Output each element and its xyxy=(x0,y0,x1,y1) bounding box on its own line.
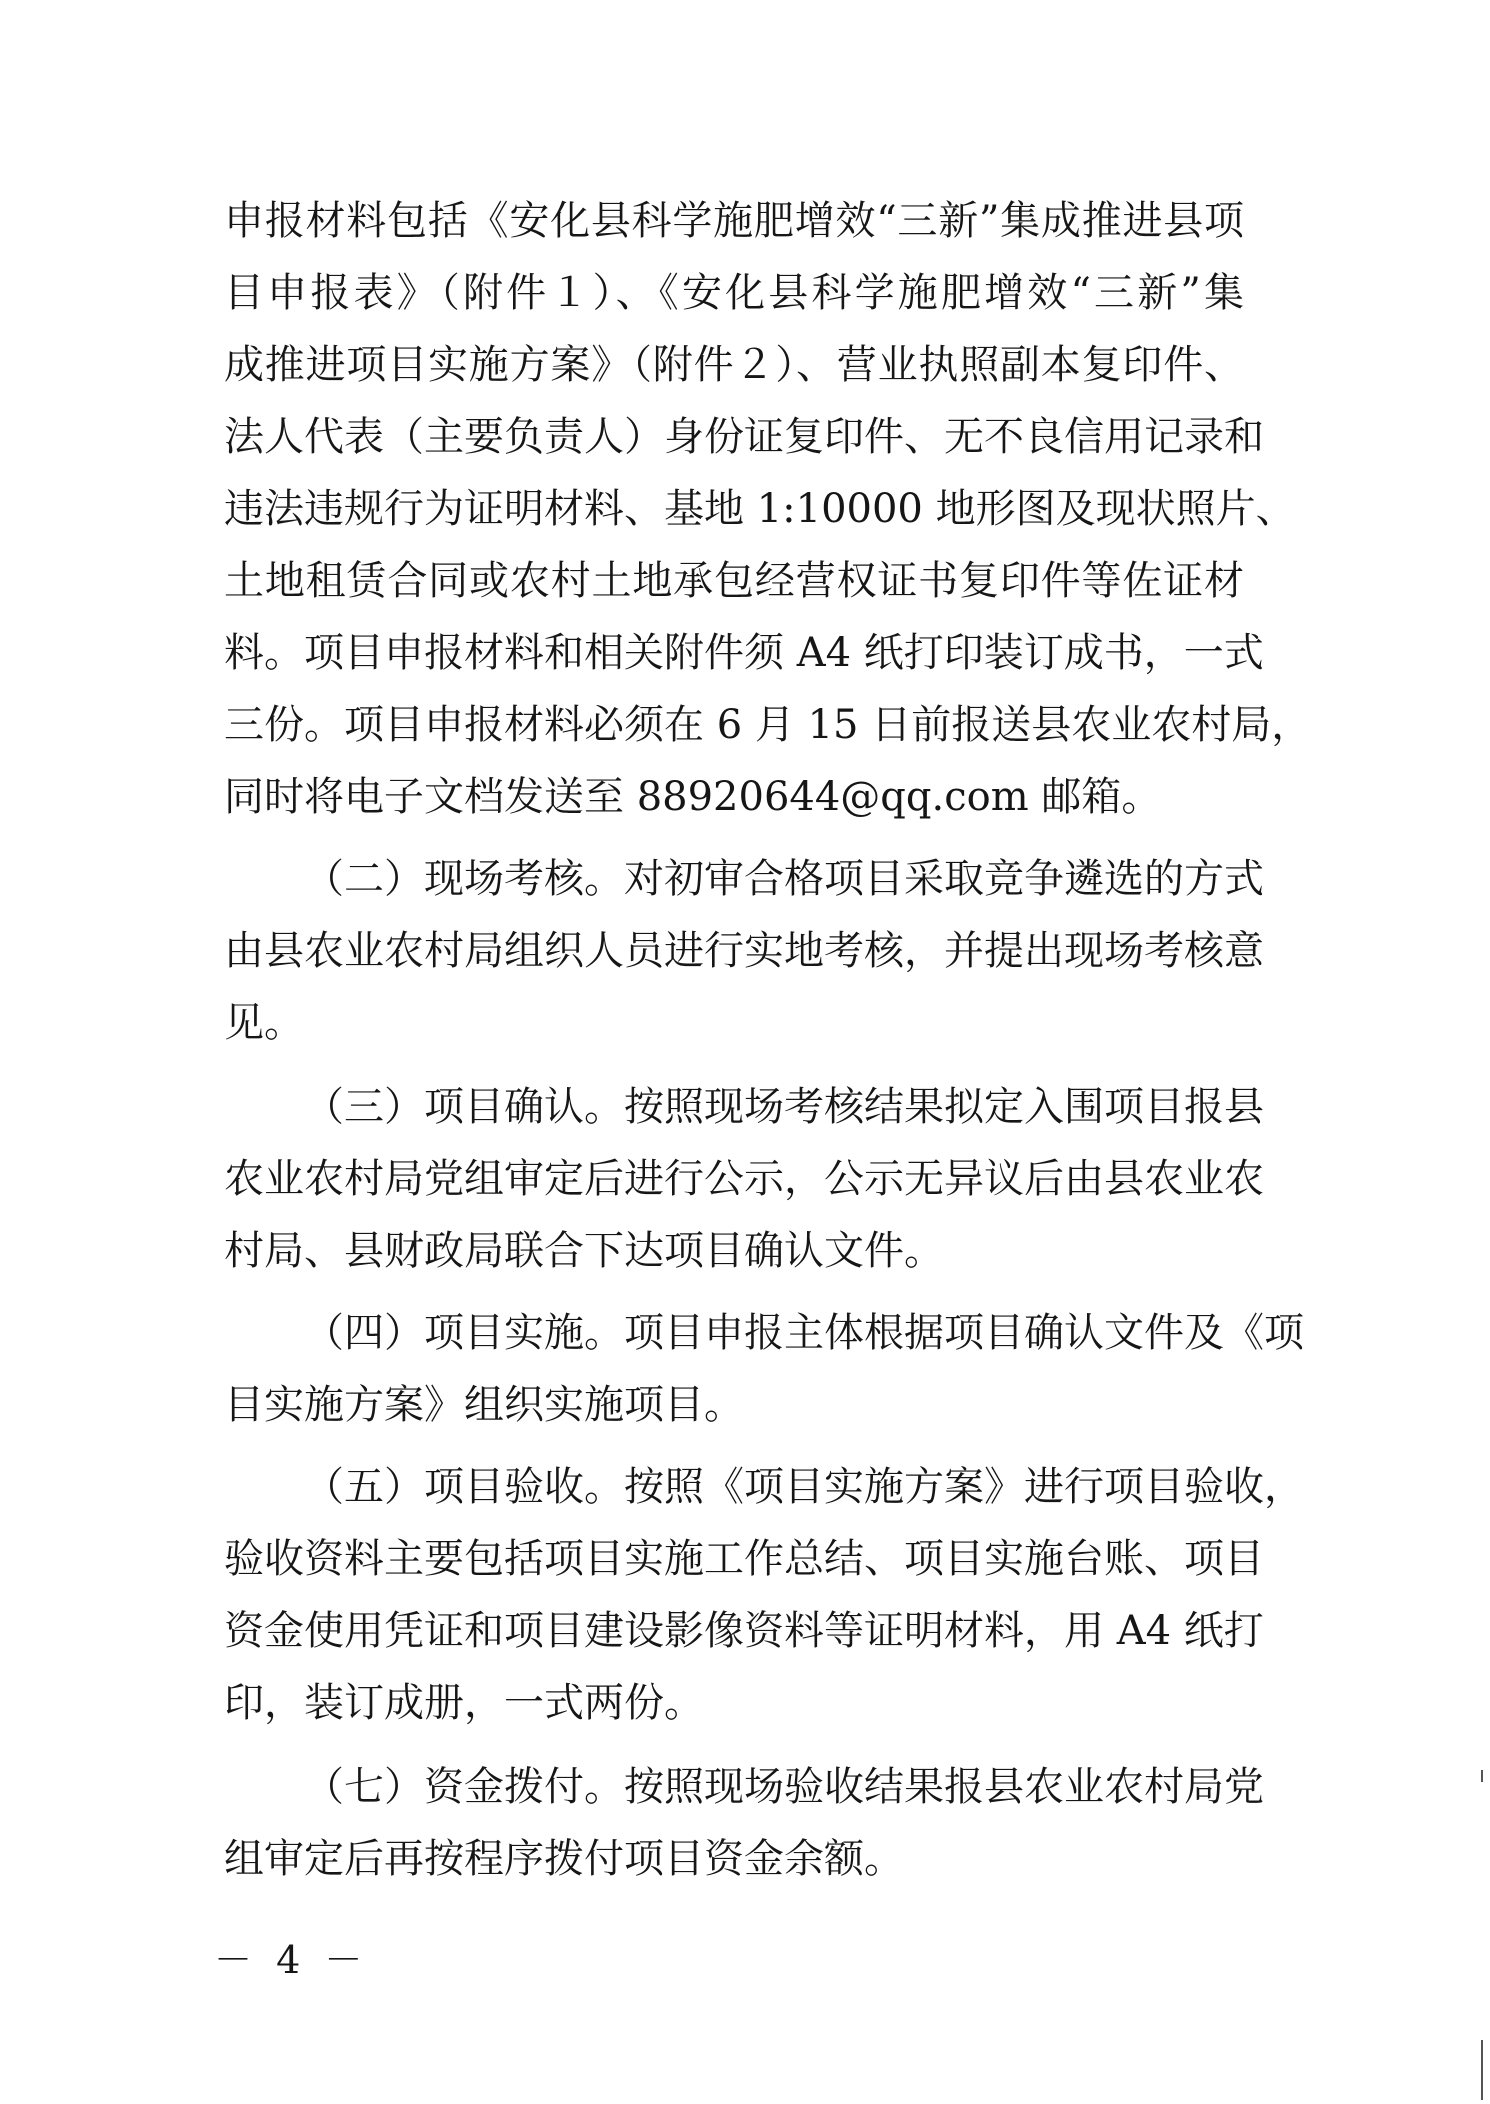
section-heading-line: （七）资金拨付。按照现场验收结果报县农业农村局党 xyxy=(304,1764,1264,1810)
text-line: 目实施方案》组织实施项目。 xyxy=(224,1382,744,1428)
text-line: 验收资料主要包括项目实施工作总结、项目实施台账、项目 xyxy=(224,1536,1264,1582)
text-line: 目申报表》（附件１）、《安化县科学施肥增效“三新”集 xyxy=(224,270,1244,316)
text-line: 土地租赁合同或农村土地承包经营权证书复印件等佐证材 xyxy=(224,558,1244,604)
text-line: 资金使用凭证和项目建设影像资料等证明材料，用 A4 纸打 xyxy=(224,1608,1264,1654)
section-heading-line: （二）现场考核。对初审合格项目采取竞争遴选的方式 xyxy=(304,856,1264,902)
text-line: 违法违规行为证明材料、基地 1:10000 地形图及现状照片、 xyxy=(224,486,1296,532)
text-line: 三份。项目申报材料必须在 6 月 15 日前报送县农业农村局， xyxy=(224,702,1312,748)
text-line: 成推进项目实施方案》（附件２）、营业执照副本复印件、 xyxy=(224,342,1244,388)
scan-artifact xyxy=(1481,1770,1483,1782)
text-line: 由县农业农村局组织人员进行实地考核，并提出现场考核意 xyxy=(224,928,1264,974)
text-line: 农业农村局党组审定后进行公示，公示无异议后由县农业农 xyxy=(224,1156,1264,1202)
text-line: 申报材料包括《安化县科学施肥增效“三新”集成推进县项 xyxy=(224,198,1244,244)
text-line: 印，装订成册，一式两份。 xyxy=(224,1680,704,1726)
section-heading-line: （四）项目实施。项目申报主体根据项目确认文件及《项 xyxy=(304,1310,1304,1356)
text-line: 组审定后再按程序拨付项目资金余额。 xyxy=(224,1836,904,1882)
section-heading-line: （五）项目验收。按照《项目实施方案》进行项目验收， xyxy=(304,1464,1304,1510)
text-line: 料。项目申报材料和相关附件须 A4 纸打印装订成书，一式 xyxy=(224,630,1264,676)
page-number: － 4 － xyxy=(214,1938,369,1982)
text-line: 同时将电子文档发送至 88920644@qq.com 邮箱。 xyxy=(224,774,1162,820)
section-heading-line: （三）项目确认。按照现场考核结果拟定入围项目报县 xyxy=(304,1084,1264,1130)
text-line: 法人代表（主要负责人）身份证复印件、无不良信用记录和 xyxy=(224,414,1264,460)
text-line: 村局、县财政局联合下达项目确认文件。 xyxy=(224,1228,944,1274)
text-line: 见。 xyxy=(224,1000,304,1046)
scan-artifact xyxy=(1481,2040,1483,2100)
